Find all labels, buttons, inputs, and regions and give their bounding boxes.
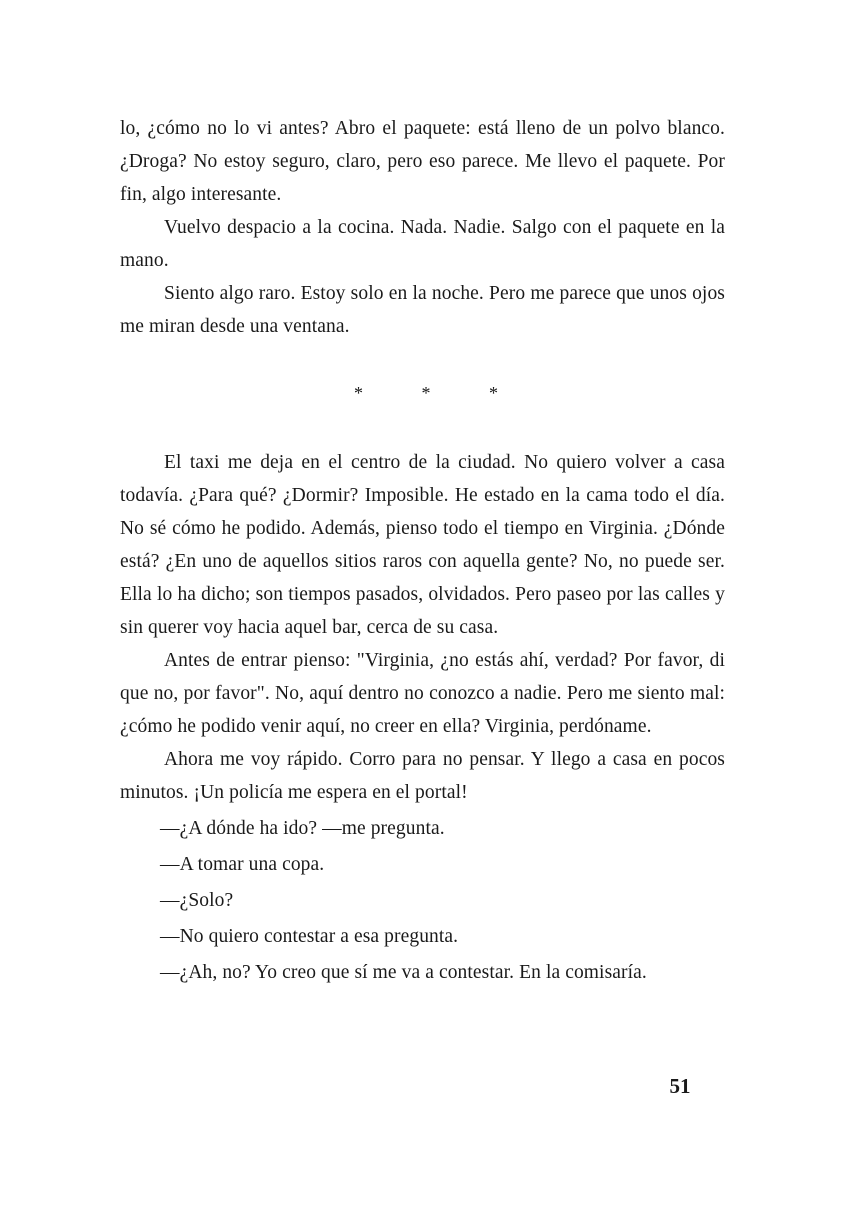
page-number: 51 <box>669 1074 691 1098</box>
bottom-text-block <box>120 446 725 989</box>
dialogue-line: —A tomar una copa. <box>160 854 325 875</box>
paragraph-continuation: lo, ¿cómo no lo vi antes? Abro el paquete: está lleno de un polvo blanco. ¿Droga? No estoy seguro, claro, pero eso parece. Me llevo el paquete. Por fin, algo interesante. <box>120 118 725 205</box>
separator-asterisk: * <box>354 383 363 403</box>
section-separator <box>0 383 852 404</box>
paragraph: Ahora me voy rápido. Corro para no pensar. Y llego a casa en pocos minutos. ¡Un policía me espera en el portal! <box>120 749 725 803</box>
separator-asterisk: * <box>489 383 498 403</box>
paragraph: Antes de entrar pienso: "Virginia, ¿no estás ahí, verdad? Por favor, di que no, por favor". No, aquí dentro no conozco a nadie. Pero me siento mal: ¿cómo he podido venir aquí, no creer en ella? Virginia, perdóname. <box>120 650 725 737</box>
dialogue-line: —¿Solo? <box>160 890 234 911</box>
separator-asterisk: * <box>421 383 431 403</box>
paragraph: El taxi me deja en el centro de la ciudad. No quiero volver a casa todavía. ¿Para qué? ¿Dormir? Imposible. He estado en la cama todo el día. No sé cómo he podido. Además, pienso todo el tiempo en Virginia. ¿Dónde está? ¿En uno de aquellos sitios raros con aquella gente? No, no puede ser. Ella lo ha dicho; son tiempos pasados, olvidados. Pero paseo por las calles y sin querer voy hacia aquel bar, cerca de su casa. <box>120 452 725 638</box>
dialogue-line: —¿A dónde ha ido? —me pregunta. <box>160 818 445 839</box>
top-text-block <box>120 112 725 343</box>
paragraph: Vuelvo despacio a la cocina. Nada. Nadie. Salgo con el paquete en la mano. <box>120 217 725 271</box>
dialogue-line: —¿Ah, no? Yo creo que sí me va a contestar. En la comisaría. <box>160 962 647 983</box>
paragraph: Siento algo raro. Estoy solo en la noche. Pero me parece que unos ojos me miran desde una ventana. <box>120 283 725 337</box>
dialogue-line: —No quiero contestar a esa pregunta. <box>160 926 459 947</box>
